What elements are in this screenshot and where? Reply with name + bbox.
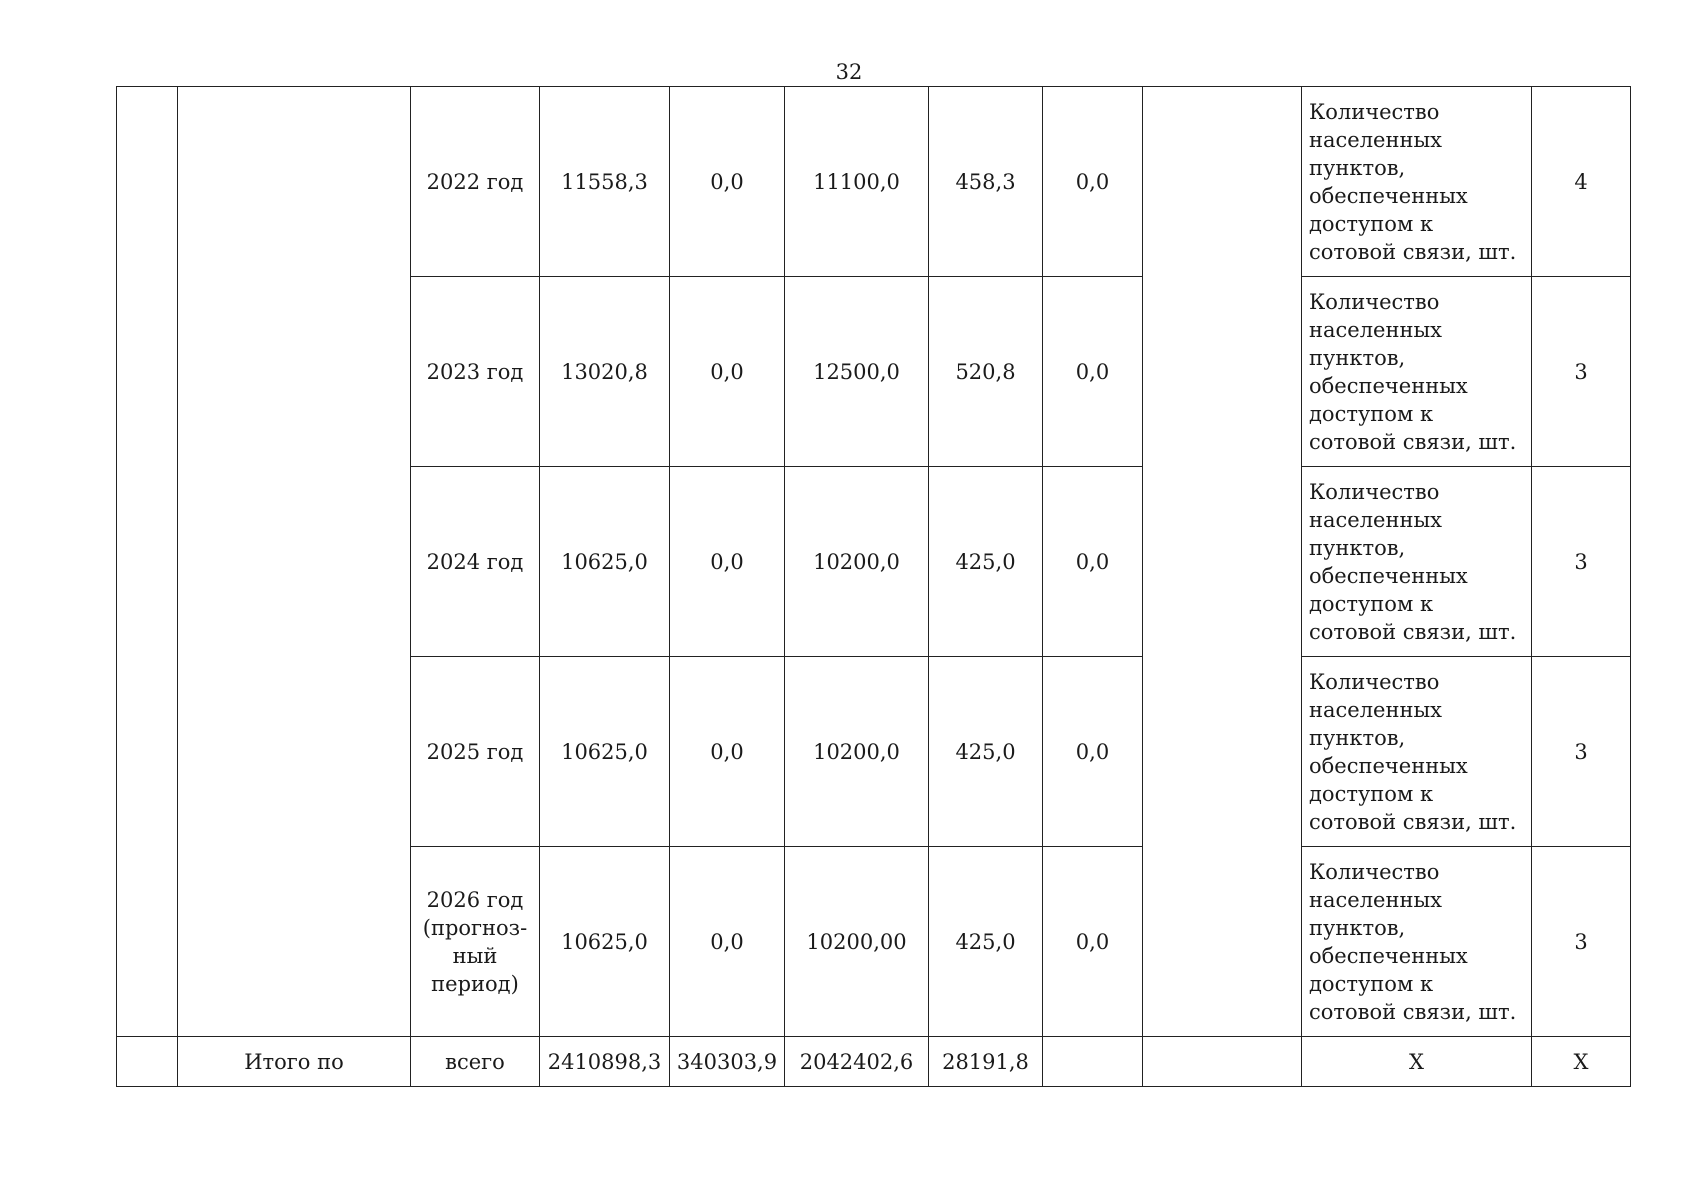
regional-cell: 10200,0 [785, 467, 929, 657]
page-number: 32 [835, 60, 863, 84]
total-cell: 10625,0 [540, 847, 670, 1037]
totals-row [117, 1037, 1631, 1087]
indicator-value-cell: 3 [1532, 277, 1631, 467]
local-cell: 425,0 [929, 467, 1043, 657]
total-cell: 10625,0 [540, 467, 670, 657]
indicator-value-cell: 3 [1532, 467, 1631, 657]
indicator-value-cell: 3 [1532, 847, 1631, 1037]
federal-cell: 0,0 [670, 657, 785, 847]
indicator-cell: Количество населенных пунктов, обеспеченных доступом к сотовой связи, шт. [1302, 277, 1532, 467]
indicator-cell: Количество населенных пунктов, обеспеченных доступом к сотовой связи, шт. [1302, 657, 1532, 847]
name-cell [178, 87, 411, 1037]
totals-label: Итого по [178, 1037, 411, 1087]
totals-other-cell [1043, 1037, 1143, 1087]
year-cell: 2026 год (прогноз-ный период) [411, 847, 540, 1037]
totals-local-cell: 28191,8 [929, 1037, 1043, 1087]
indicator-value-cell: 3 [1532, 657, 1631, 847]
regional-cell: 10200,00 [785, 847, 929, 1037]
federal-cell: 0,0 [670, 467, 785, 657]
table-row [117, 87, 1631, 277]
totals-indicator-value-cell: X [1532, 1037, 1631, 1087]
year-cell: 2024 год [411, 467, 540, 657]
total-cell: 10625,0 [540, 657, 670, 847]
totals-indicator-cell: X [1302, 1037, 1532, 1087]
other-cell: 0,0 [1043, 87, 1143, 277]
executor-cell [1143, 1037, 1302, 1087]
federal-cell: 0,0 [670, 277, 785, 467]
year-cell: 2022 год [411, 87, 540, 277]
totals-regional-cell: 2042402,6 [785, 1037, 929, 1087]
local-cell: 425,0 [929, 657, 1043, 847]
other-cell: 0,0 [1043, 847, 1143, 1037]
regional-cell: 10200,0 [785, 657, 929, 847]
local-cell: 458,3 [929, 87, 1043, 277]
year-cell: 2025 год [411, 657, 540, 847]
indicator-cell: Количество населенных пунктов, обеспеченных доступом к сотовой связи, шт. [1302, 87, 1532, 277]
year-cell: 2023 год [411, 277, 540, 467]
executor-cell [1143, 87, 1302, 1037]
other-cell: 0,0 [1043, 277, 1143, 467]
other-cell: 0,0 [1043, 657, 1143, 847]
total-cell: 11558,3 [540, 87, 670, 277]
number-cell [117, 87, 178, 1037]
regional-cell: 12500,0 [785, 277, 929, 467]
other-cell: 0,0 [1043, 467, 1143, 657]
totals-year-cell: всего [411, 1037, 540, 1087]
indicator-value-cell: 4 [1532, 87, 1631, 277]
number-cell [117, 1037, 178, 1087]
indicator-cell: Количество населенных пунктов, обеспеченных доступом к сотовой связи, шт. [1302, 847, 1532, 1037]
local-cell: 425,0 [929, 847, 1043, 1037]
funding-table [116, 86, 1631, 1087]
total-cell: 13020,8 [540, 277, 670, 467]
federal-cell: 0,0 [670, 847, 785, 1037]
indicator-cell: Количество населенных пунктов, обеспеченных доступом к сотовой связи, шт. [1302, 467, 1532, 657]
totals-federal-cell: 340303,9 [670, 1037, 785, 1087]
federal-cell: 0,0 [670, 87, 785, 277]
totals-total-cell: 2410898,3 [540, 1037, 670, 1087]
local-cell: 520,8 [929, 277, 1043, 467]
regional-cell: 11100,0 [785, 87, 929, 277]
